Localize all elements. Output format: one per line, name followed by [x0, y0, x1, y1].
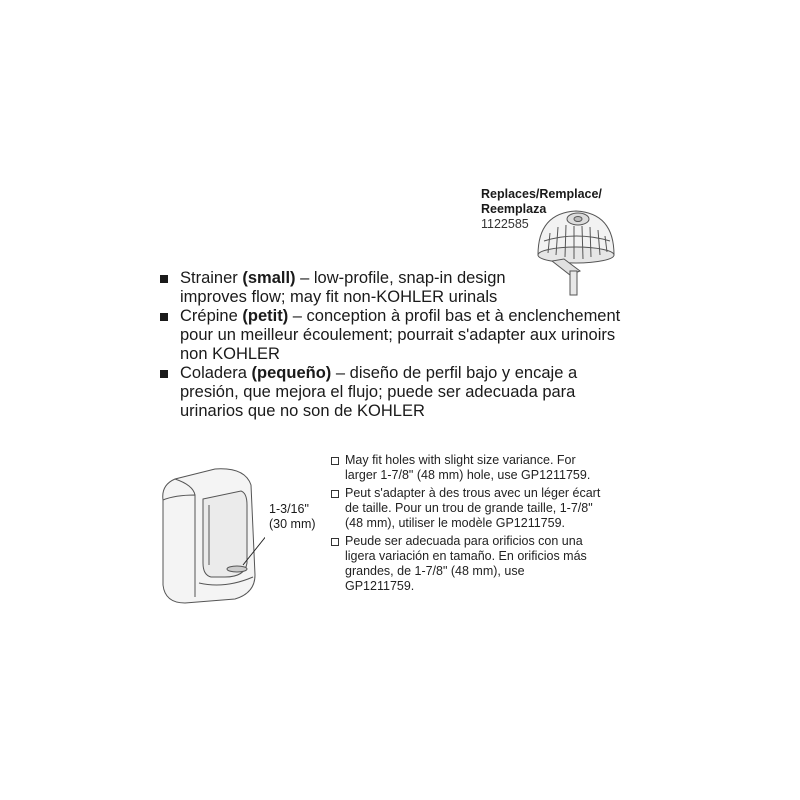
- note-line: Peut s'adapter à des trous avec un léger écart: [345, 486, 601, 500]
- note-line: ligera variación en tamaño. En orificios más: [345, 549, 587, 563]
- feature-list: [160, 269, 630, 421]
- feature-item-english: [160, 269, 630, 307]
- note-item-spanish: [331, 534, 631, 594]
- feature-size: (pequeño): [251, 364, 332, 382]
- note-line: de taille. Pour un trou de grande taille, 1-7/8": [345, 501, 593, 515]
- notes-list: [331, 453, 631, 597]
- feature-size: (petit): [242, 307, 289, 325]
- checkbox-square-icon: [331, 538, 339, 546]
- feature-description-line: presión, que mejora el flujo; puede ser adecuada para: [180, 383, 576, 401]
- note-line: (48 mm), utiliser le modèle GP1211759.: [345, 516, 566, 530]
- note-line: larger 1-7/8" (48 mm) hole, use GP1211759.: [345, 468, 591, 482]
- feature-size: (small): [242, 269, 296, 287]
- checkbox-square-icon: [331, 457, 339, 465]
- note-item-french: [331, 486, 631, 531]
- feature-name: Coladera: [180, 364, 252, 382]
- replaced-part-number: 1122585: [481, 217, 529, 231]
- replaces-line2: Reemplaza: [481, 202, 547, 216]
- feature-description-line: improves flow; may fit non-KOHLER urinals: [180, 288, 498, 306]
- note-item-english: [331, 453, 631, 483]
- dimension-label: [269, 502, 316, 532]
- replaces-line1: Replaces/Remplace/: [481, 187, 602, 201]
- dimension-metric: (30 mm): [269, 517, 316, 531]
- feature-item-french: [160, 307, 630, 364]
- note-line: May fit holes with slight size variance. For: [345, 453, 576, 467]
- feature-description: – diseño de perfil bajo y encaje a: [331, 364, 578, 382]
- feature-description-line: non KOHLER: [180, 345, 280, 363]
- bullet-square-icon: [160, 275, 168, 283]
- feature-description: – low-profile, snap-in design: [295, 269, 506, 287]
- note-line: grandes, de 1-7/8" (48 mm), use: [345, 564, 525, 578]
- checkbox-square-icon: [331, 490, 339, 498]
- bullet-square-icon: [160, 370, 168, 378]
- note-line: GP1211759.: [345, 579, 415, 593]
- urinal-illustration: [155, 465, 265, 610]
- feature-item-spanish: [160, 364, 630, 421]
- feature-description-line: urinarios que no son de KOHLER: [180, 402, 425, 420]
- feature-description: – conception à profil bas et à enclenchement: [288, 307, 621, 325]
- bullet-square-icon: [160, 313, 168, 321]
- feature-name: Crépine: [180, 307, 243, 325]
- note-line: Peude ser adecuada para orificios con una: [345, 534, 583, 548]
- feature-name: Strainer: [180, 269, 243, 287]
- dimension-imperial: 1-3/16": [269, 502, 309, 516]
- feature-description-line: pour un meilleur écoulement; pourrait s'adapter aux urinoirs: [180, 326, 616, 344]
